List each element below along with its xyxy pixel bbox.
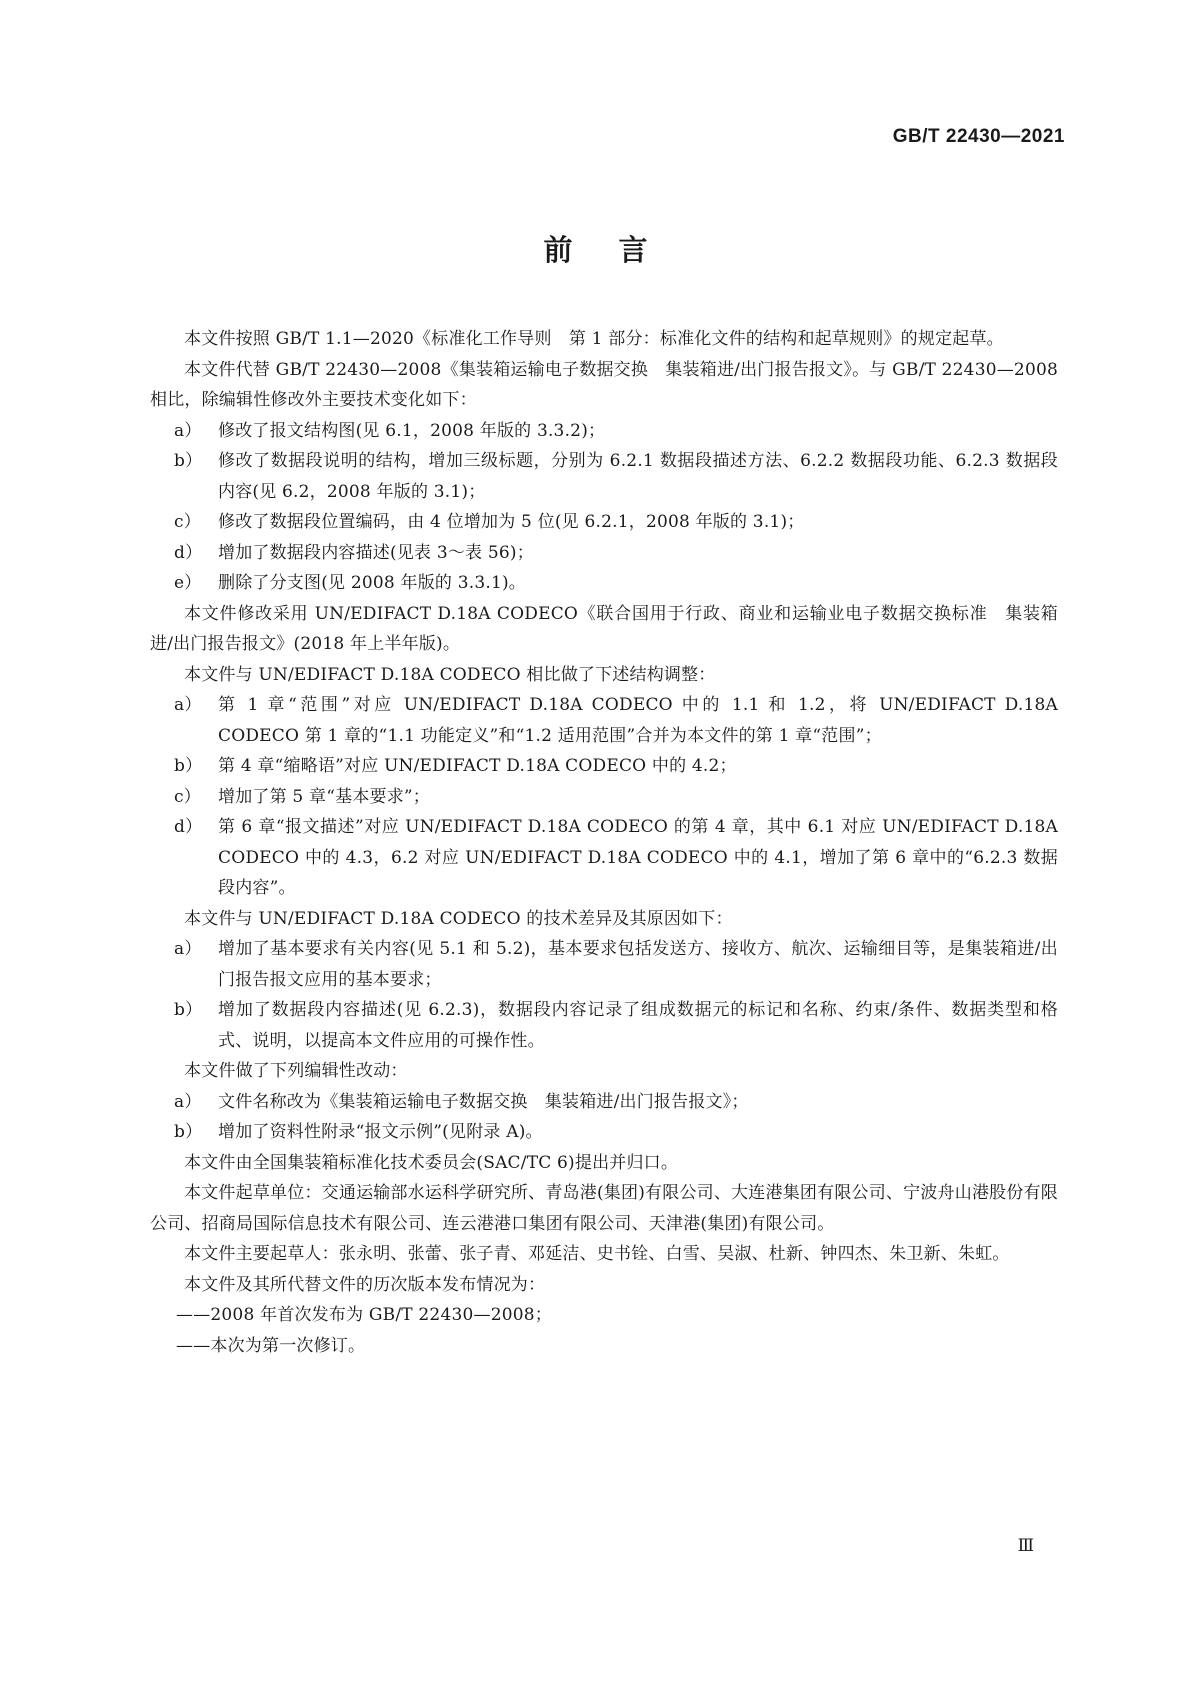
- version-history-list: [150, 1300, 1058, 1361]
- list-item: [150, 568, 1058, 599]
- list-item-text: 删除了分支图(见 2008 年版的 3.3.1)。: [218, 573, 526, 593]
- list-item: [150, 934, 1058, 995]
- list-item: [150, 1117, 1058, 1148]
- list-item-text: 第 4 章“缩略语”对应 UN/EDIFACT D.18A CODECO 中的 4.2；: [218, 756, 737, 776]
- list-marker: d）: [174, 817, 203, 837]
- list-item-text: 增加了数据段内容描述(见表 3～表 56)；: [218, 542, 534, 563]
- list-item-text: 增加了资料性附录“报文示例”(见附录 A)。: [218, 1122, 543, 1142]
- list-marker: d）: [174, 542, 203, 563]
- list-marker: a）: [174, 420, 202, 441]
- list-item: [150, 782, 1058, 813]
- list-item: [150, 995, 1058, 1056]
- list-item-text: 修改了数据段说明的结构，增加三级标题，分别为 6.2.1 数据段描述方法、6.2.2 数据段功能、6.2.3 数据段内容(见 6.2，2008 年版的 3.1)；: [218, 451, 1058, 502]
- history-item: ——本次为第一次修订。: [176, 1335, 366, 1356]
- page-title: 前言: [543, 233, 694, 267]
- paragraph-proposer: 本文件由全国集装箱标准化技术委员会(SAC/TC 6)提出并归口。: [184, 1152, 679, 1173]
- list-marker: c）: [174, 512, 201, 532]
- list-item: [150, 538, 1058, 569]
- paragraph-drafting-units: 本文件起草单位：交通运输部水运科学研究所、青岛港(集团)有限公司、大连港集团有限公司、宁波舟山港股份有限公司、招商局国际信息技术有限公司、连云港港口集团有限公司、天津港(集团)有限公司。: [150, 1183, 1058, 1234]
- list-item-text: 增加了数据段内容描述(见 6.2.3)，数据段内容记录了组成数据元的标记和名称、约束/条件、数据类型和格式、说明，以提高本文件应用的可操作性。: [218, 1000, 1058, 1051]
- list-marker: c）: [174, 786, 201, 807]
- paragraph-replacement: 本文件代替 GB/T 22430—2008《集装箱运输电子数据交换 集装箱进/出门报告报文》。与 GB/T 22430—2008 相比，除编辑性修改外主要技术变化如下：: [150, 359, 1058, 410]
- list-item: [150, 507, 1058, 538]
- list-item: [150, 690, 1058, 751]
- paragraph-adoption: 本文件修改采用 UN/EDIFACT D.18A CODECO《联合国用于行政、商业和运输业电子数据交换标准 集装箱进/出门报告报文》(2018 年上半年版)。: [150, 603, 1058, 654]
- paragraph-drafters: 本文件主要起草人：张永明、张蕾、张子青、邓延洁、史书铨、白雪、吴淑、杜新、钟四杰、朱卫新、朱虹。: [184, 1244, 1010, 1264]
- list-item-text: 第 1 章“范围”对应 UN/EDIFACT D.18A CODECO 中的 1.1 和 1.2，将 UN/EDIFACT D.18A CODECO 第 1 章的“1.1 功能定义”和“1.2 适用范围”合并为本文件的第 1 章“范围”；: [218, 695, 1058, 746]
- list-marker: b）: [174, 451, 203, 471]
- list-item: [150, 751, 1058, 782]
- list-item: [150, 1087, 1058, 1118]
- list-item-text: 文件名称改为《集装箱运输电子数据交换 集装箱进/出门报告报文》；: [218, 1091, 749, 1112]
- history-item: ——2008 年首次发布为 GB/T 22430—2008；: [176, 1305, 552, 1325]
- list-marker: a）: [174, 1091, 202, 1112]
- list-marker: e）: [174, 573, 202, 593]
- paragraph-history-intro: 本文件及其所代替文件的历次版本发布情况为：: [184, 1274, 546, 1295]
- list-item-text: 第 6 章“报文描述”对应 UN/EDIFACT D.18A CODECO 的第 4 章，其中 6.1 对应 UN/EDIFACT D.18A CODECO 中的 4.3，6.2 对应 UN/EDIFACT D.18A CODECO 中的 4.1，增加了第 6 章中的“6.2.3 数据段内容”。: [218, 817, 1058, 898]
- list-marker: b）: [174, 1122, 203, 1142]
- paragraph-technical-differences-intro: 本文件与 UN/EDIFACT D.18A CODECO 的技术差异及其原因如下：: [184, 908, 733, 929]
- list-item-text: 修改了数据段位置编码，由 4 位增加为 5 位(见 6.2.1，2008 年版的 3.1)；: [218, 512, 805, 532]
- paragraph-drafting-basis: 本文件按照 GB/T 1.1—2020《标准化工作导则 第 1 部分：标准化文件的结构和起草规则》的规定起草。: [184, 329, 1004, 349]
- list-marker: a）: [174, 939, 202, 959]
- page-number: Ⅲ: [1017, 1536, 1034, 1555]
- structure-adjustments-list: [150, 690, 1058, 904]
- list-item-text: 修改了报文结构图(见 6.1，2008 年版的 3.3.2)；: [218, 420, 606, 441]
- list-item-text: 增加了基本要求有关内容(见 5.1 和 5.2)，基本要求包括发送方、接收方、航次、运输细目等，是集装箱进/出门报告报文应用的基本要求；: [218, 939, 1058, 990]
- list-item: [150, 812, 1058, 904]
- paragraph-editorial-intro: 本文件做了下列编辑性改动：: [184, 1061, 408, 1081]
- list-item: [150, 446, 1058, 507]
- editorial-changes-list: [150, 1087, 1058, 1148]
- list-marker: b）: [174, 756, 203, 776]
- paragraph-structure-intro: 本文件与 UN/EDIFACT D.18A CODECO 相比做了下述结构调整：: [184, 664, 716, 685]
- list-marker: b）: [174, 1000, 203, 1020]
- list-item-text: 增加了第 5 章“基本要求”；: [218, 786, 431, 807]
- technical-changes-list: [150, 416, 1058, 599]
- foreword-body: [150, 324, 1058, 1361]
- technical-differences-list: [150, 934, 1058, 1056]
- standard-code: GB/T 22430—2021: [892, 126, 1065, 147]
- list-item: [150, 416, 1058, 447]
- list-marker: a）: [174, 695, 202, 715]
